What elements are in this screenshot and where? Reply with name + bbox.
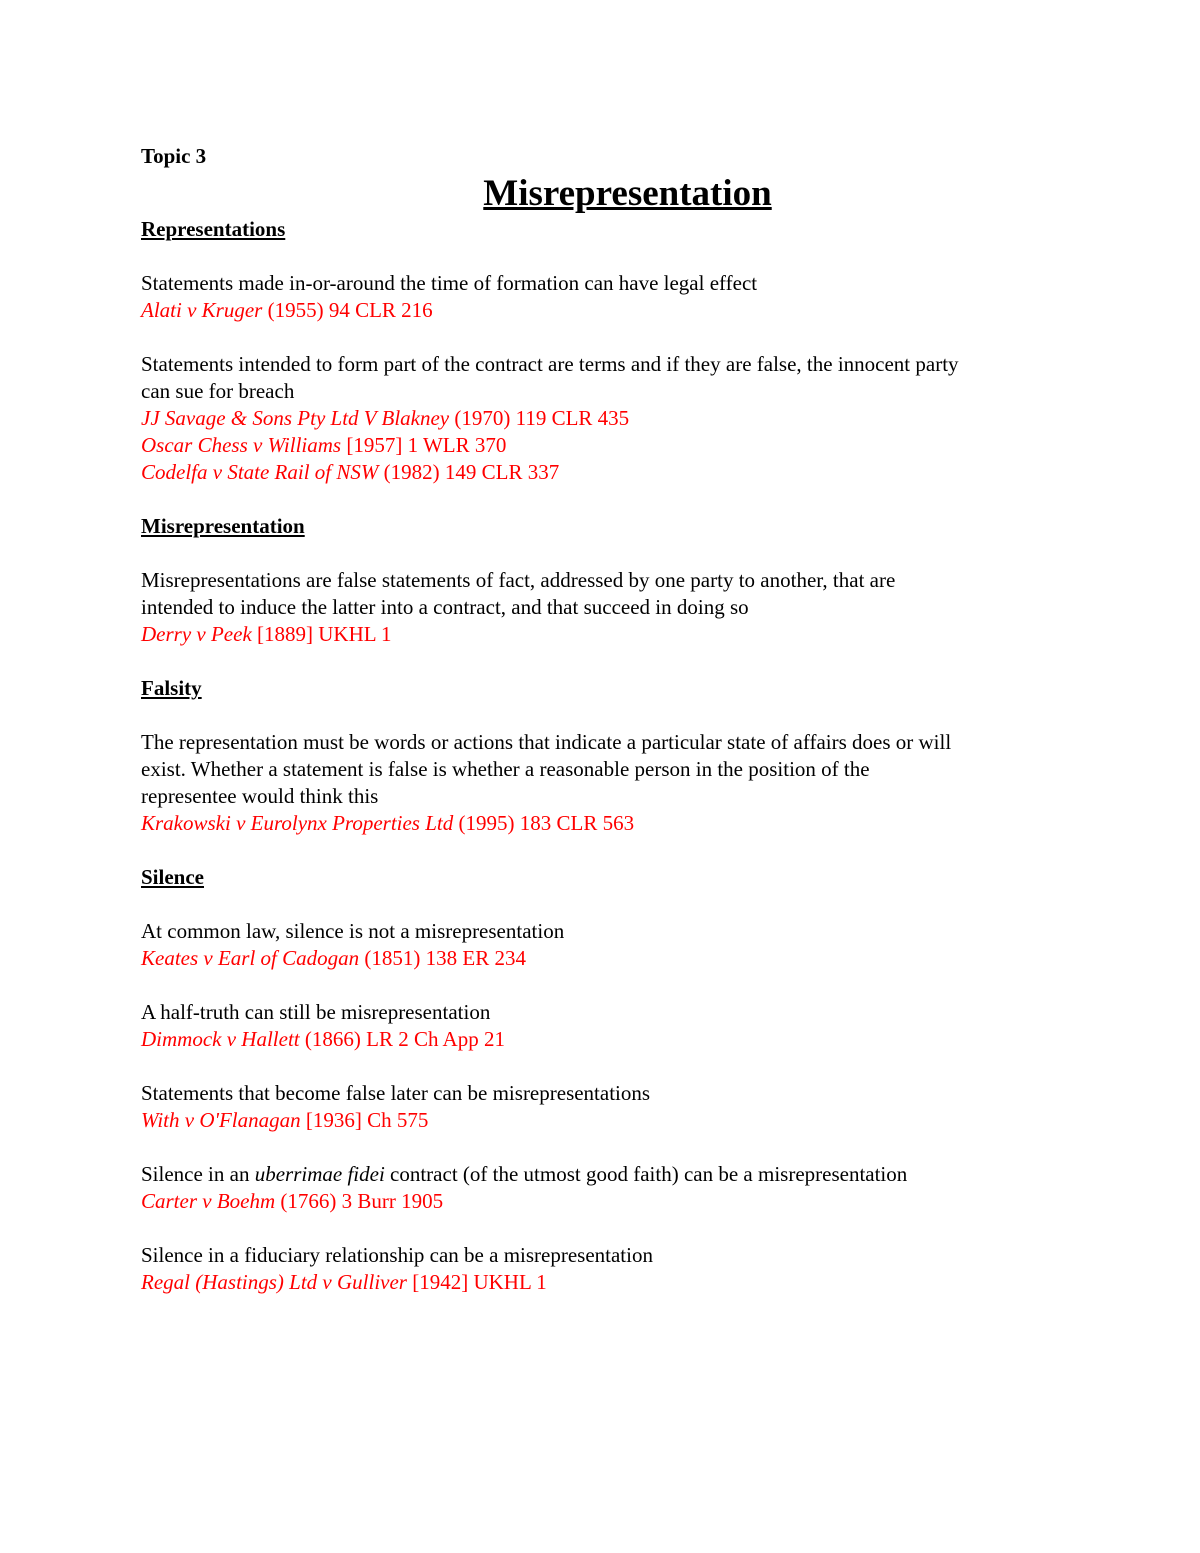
paragraph-text: contract (of the utmost good faith) can be a misrepresentation — [384, 1162, 908, 1186]
case-name: Keates v Earl of Cadogan — [141, 946, 360, 970]
case-name: Dimmock v Hallett — [141, 1027, 300, 1051]
paragraph-text: Silence in an — [141, 1162, 255, 1186]
case-reference: (1851) 138 ER 234 — [359, 946, 526, 970]
paragraph: Statements that become false later can be misrepresentations — [141, 1081, 651, 1105]
paragraph: Statements made in-or-around the time of formation can have legal effect — [141, 271, 758, 295]
case-name: Oscar Chess v Williams — [141, 433, 342, 457]
case-name: JJ Savage & Sons Pty Ltd V Blakney — [141, 406, 450, 430]
case-reference: (1970) 119 CLR 435 — [449, 406, 630, 430]
paragraph-line: The representation must be words or actions that indicate a particular state of affairs does or will — [141, 730, 952, 754]
case-name: Carter v Boehm — [141, 1189, 276, 1213]
spacer — [141, 972, 1081, 999]
case-reference: (1955) 94 CLR 216 — [262, 298, 433, 322]
case-reference: [1889] UKHL 1 — [251, 622, 392, 646]
paragraph-line: can sue for breach — [141, 379, 295, 403]
paragraph: At common law, silence is not a misrepresentation — [141, 919, 565, 943]
page-title: Misrepresentation — [483, 173, 772, 214]
section-heading-silence: Silence — [141, 865, 204, 889]
topic-label: Topic 3 — [141, 144, 207, 168]
spacer — [141, 486, 1081, 513]
spacer — [141, 702, 1081, 729]
paragraph-line: exist. Whether a statement is false is whether a reasonable person in the position of the — [141, 757, 870, 781]
case-name: Alati v Kruger — [141, 298, 263, 322]
spacer — [141, 648, 1081, 675]
case-citation — [141, 459, 1081, 486]
paragraph: Silence in a fiduciary relationship can be a misrepresentation — [141, 1243, 653, 1267]
case-reference: [1957] 1 WLR 370 — [341, 433, 507, 457]
case-reference: (1866) LR 2 Ch App 21 — [299, 1027, 505, 1051]
spacer — [141, 837, 1081, 864]
case-citation — [141, 1026, 1081, 1053]
spacer — [141, 540, 1081, 567]
case-name: Codelfa v State Rail of NSW — [141, 460, 379, 484]
case-reference: (1766) 3 Burr 1905 — [275, 1189, 444, 1213]
case-citation — [141, 1269, 1081, 1296]
spacer — [141, 1053, 1081, 1080]
case-citation — [141, 1107, 1081, 1134]
case-reference: [1942] UKHL 1 — [406, 1270, 547, 1294]
case-citation — [141, 297, 1081, 324]
paragraph-line: Statements intended to form part of the contract are terms and if they are false, the innocent party — [141, 352, 959, 376]
case-citation — [141, 405, 1081, 432]
case-citation — [141, 945, 1081, 972]
case-citation — [141, 810, 1081, 837]
case-reference: (1995) 183 CLR 563 — [453, 811, 635, 835]
case-name: Derry v Peek — [141, 622, 252, 646]
document-page — [141, 140, 1081, 1296]
case-name: With v O'Flanagan — [141, 1108, 301, 1132]
case-citation — [141, 621, 1081, 648]
spacer — [141, 324, 1081, 351]
case-reference: (1982) 149 CLR 337 — [378, 460, 560, 484]
spacer — [141, 1134, 1081, 1161]
section-heading-representations: Representations — [141, 217, 286, 241]
case-name: Krakowski v Eurolynx Properties Ltd — [141, 811, 454, 835]
paragraph-line: intended to induce the latter into a contract, and that succeed in doing so — [141, 595, 749, 619]
section-heading-misrepresentation: Misrepresentation — [141, 514, 305, 538]
section-heading-falsity: Falsity — [141, 676, 202, 700]
spacer — [141, 891, 1081, 918]
paragraph-line: Misrepresentations are false statements of fact, addressed by one party to another, that are — [141, 568, 896, 592]
latin-term: uberrimae fidei — [254, 1162, 385, 1186]
paragraph — [141, 1161, 1081, 1188]
spacer — [141, 1215, 1081, 1242]
case-name: Regal (Hastings) Ltd v Gulliver — [141, 1270, 407, 1294]
case-citation — [141, 1188, 1081, 1215]
paragraph-line: representee would think this — [141, 784, 379, 808]
paragraph: A half-truth can still be misrepresentation — [141, 1000, 491, 1024]
spacer — [141, 243, 1081, 270]
case-citation — [141, 432, 1081, 459]
case-reference: [1936] Ch 575 — [300, 1108, 429, 1132]
